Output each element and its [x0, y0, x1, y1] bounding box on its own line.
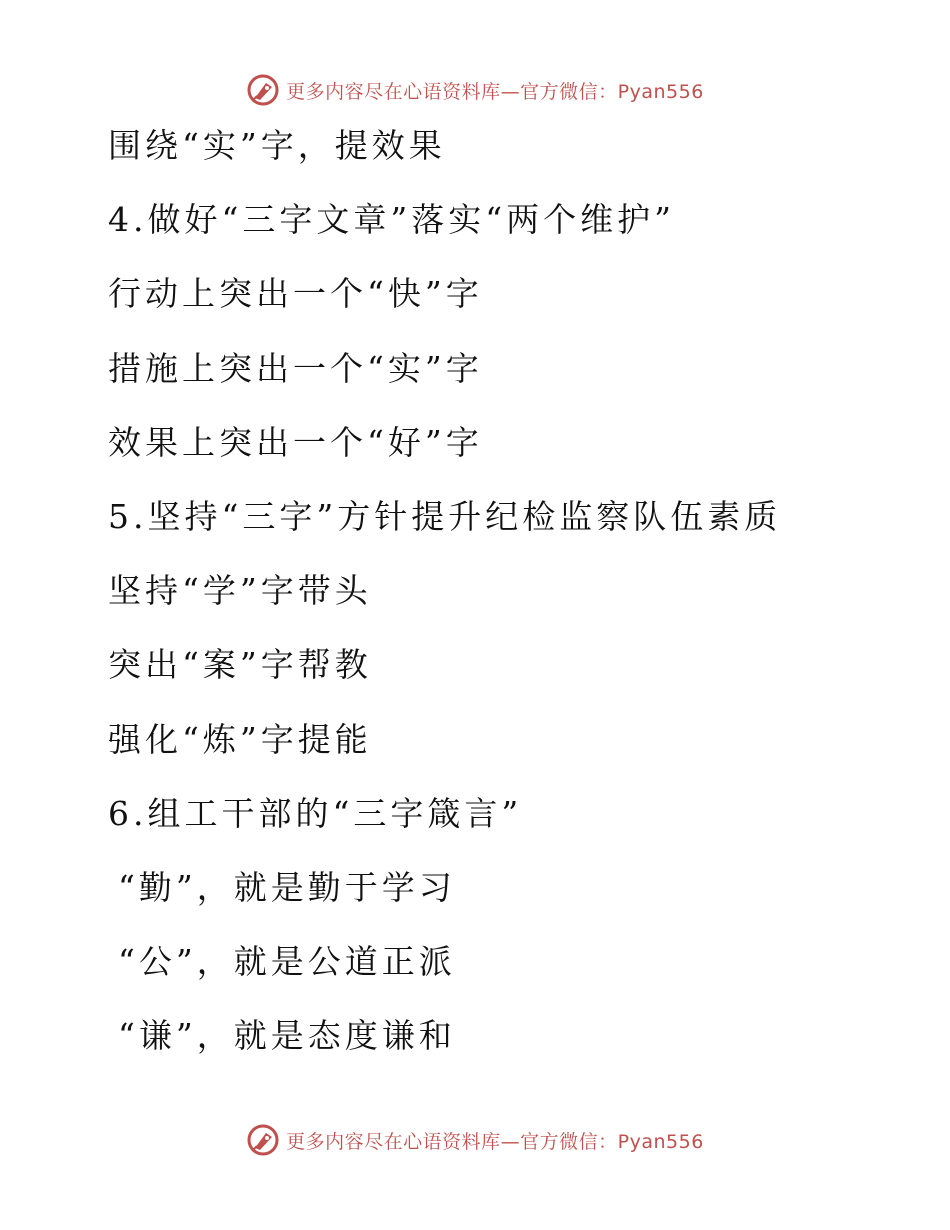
section-heading: 5.坚持“三字”方针提升纪检监察队伍素质 — [108, 496, 782, 536]
text-line: 坚持“学”字带头 — [108, 571, 372, 611]
document-body — [108, 122, 928, 1086]
text-line: 围绕“实”字，提效果 — [108, 126, 446, 165]
header-text: 更多内容尽在心语资料库—官方微信：Pyan556 — [286, 80, 704, 103]
text-line: “勤”，就是勤于学习 — [118, 867, 456, 907]
text-line: “公”，就是公道正派 — [118, 942, 456, 982]
section-heading: 6.组工干部的“三字箴言” — [108, 793, 523, 833]
text-line: 强化“炼”字提能 — [108, 719, 372, 759]
text-line: “谦”，就是态度谦和 — [118, 1016, 456, 1056]
text-line: 行动上突出一个“快”字 — [108, 274, 483, 314]
section-heading: 4.做好“三字文章”落实“两个维护” — [108, 200, 675, 240]
header-watermark — [0, 70, 950, 110]
footer-text: 更多内容尽在心语资料库—官方微信：Pyan556 — [286, 1130, 704, 1153]
pen-nib-circle-icon — [246, 73, 280, 107]
footer-watermark — [0, 1120, 950, 1160]
text-line: 效果上突出一个“好”字 — [108, 422, 483, 462]
text-line: 突出“案”字帮教 — [108, 645, 372, 685]
pen-nib-circle-icon — [246, 1123, 280, 1157]
text-line: 措施上突出一个“实”字 — [108, 348, 483, 388]
